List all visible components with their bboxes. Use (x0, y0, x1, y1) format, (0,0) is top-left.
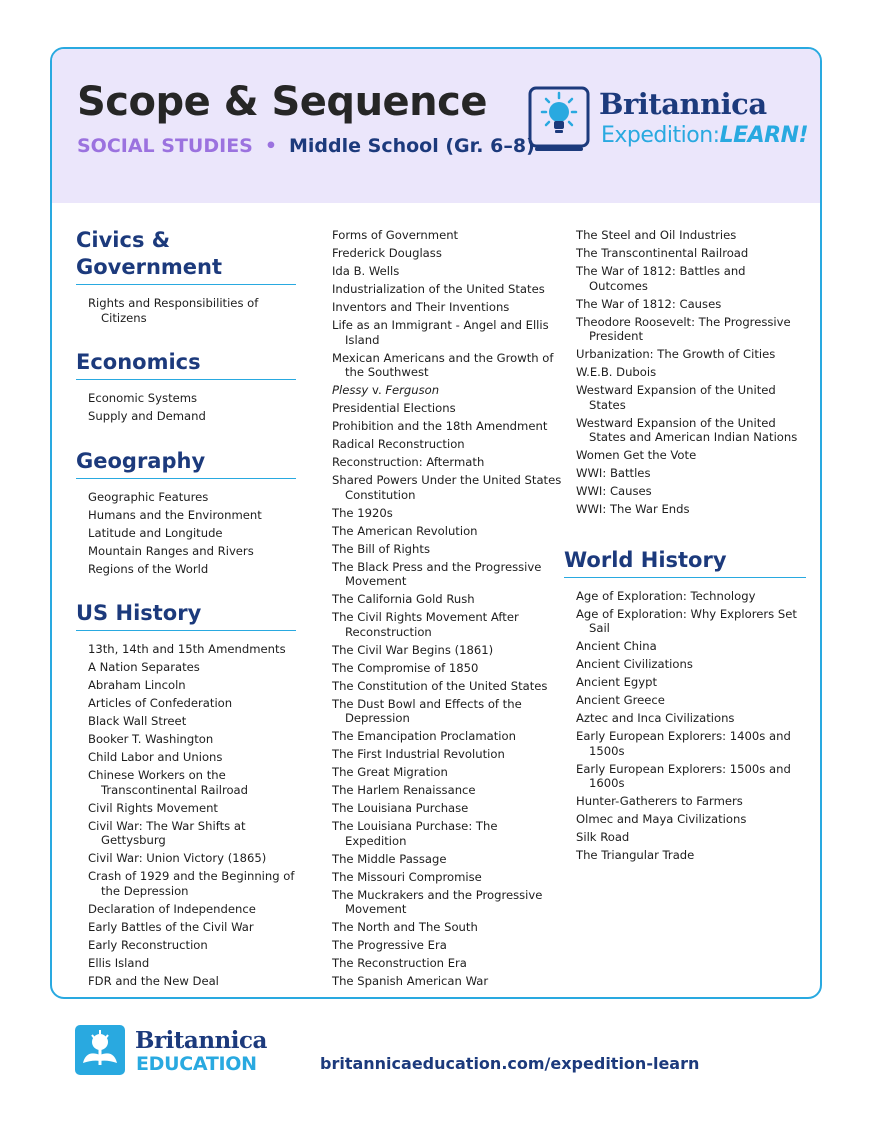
topic-item: Forms of Government (332, 228, 459, 242)
topic-item: The Louisiana Purchase: The Expedition (332, 819, 498, 848)
topic-item: Plessy v. Ferguson (332, 383, 440, 397)
topic-item: WWI: Battles (576, 466, 651, 480)
topic-item: The Great Migration (332, 765, 448, 779)
topic-item: The War of 1812: Causes (576, 296, 722, 311)
topic-item: Presidential Elections (332, 401, 456, 415)
header-banner (52, 49, 820, 203)
topic-item: Civil War: The War Shifts at Gettysburg (88, 818, 246, 847)
topic-list (576, 228, 806, 517)
topic-item: Urbanization: The Growth of Cities (576, 347, 776, 361)
topic-item: Shared Powers Under the United States Constitution (332, 473, 562, 502)
topic-list (332, 228, 562, 989)
topic-item: Ancient Greece (576, 693, 665, 707)
topic-item: The Constitution of the United States (332, 678, 548, 693)
topic-item: Regions of the World (88, 561, 209, 576)
topic-item: Articles of Confederation (88, 696, 233, 710)
topic-item: WWI: Causes (576, 484, 652, 498)
topic-item: Hunter-Gatherers to Farmers (576, 794, 743, 808)
topic-list (76, 642, 296, 988)
column-2 (332, 228, 562, 992)
topic-item: Life as an Immigrant - Angel and Ellis Island (332, 318, 549, 347)
topic-item: The Muckrakers and the Progressive Movement (332, 887, 543, 916)
website-link[interactable]: britannicaeducation.com/expedition-learn (320, 1054, 700, 1073)
expedition-learn-logo (527, 85, 809, 157)
topic-item: The Louisiana Purchase (332, 801, 469, 815)
topic-item: The Spanish American War (332, 974, 489, 988)
topic-item: Reconstruction: Aftermath (332, 455, 485, 469)
topic-item: Booker T. Washington (88, 732, 214, 746)
section-civics (76, 227, 296, 325)
topic-item: Child Labor and Unions (88, 750, 223, 764)
topic-item: The Middle Passage (332, 851, 447, 866)
topic-item: The North and The South (332, 920, 478, 934)
section-geography (76, 448, 296, 577)
topic-item: Chinese Workers on the Transcontinental Railroad (88, 768, 249, 797)
topic-list (76, 490, 296, 577)
topic-item: The First Industrial Revolution (332, 747, 505, 761)
subtitle (77, 135, 535, 157)
topic-item: The Steel and Oil Industries (576, 228, 737, 242)
topic-item: W.E.B. Dubois (576, 365, 657, 379)
topic-item: Theodore Roosevelt: The Progressive President (576, 314, 791, 343)
topic-item: The Triangular Trade (576, 848, 695, 862)
topic-item: The Civil Rights Movement After Reconstruction (332, 610, 519, 639)
topic-item: Mexican Americans and the Growth of the Southwest (332, 350, 554, 379)
topic-item: Black Wall Street (88, 714, 187, 728)
topic-item: Crash of 1929 and the Beginning of the Depression (88, 869, 295, 898)
footer-logo-sub: EDUCATION (136, 1053, 257, 1075)
page-frame (50, 47, 822, 999)
section-title: Economics (76, 349, 296, 380)
brand-name: Britannica (599, 87, 767, 121)
section-us-history-continued (576, 228, 806, 517)
topic-item: Ancient Civilizations (576, 657, 693, 671)
topic-item: Civil War: Union Victory (1865) (88, 851, 267, 865)
britannica-education-logo (75, 1025, 275, 1077)
topic-item: Aztec and Inca Civilizations (576, 711, 735, 725)
column-1 (76, 227, 296, 999)
topic-item: The Dust Bowl and Effects of the Depression (332, 696, 522, 725)
topic-item: The Black Press and the Progressive Movement (332, 559, 542, 588)
separator-dot: • (264, 135, 278, 157)
topic-item: Early European Explorers: 1500s and 1600s (576, 761, 791, 790)
section-title: World History (564, 547, 806, 578)
topic-item: The Bill of Rights (332, 541, 430, 556)
topic-item: The 1920s (332, 505, 393, 520)
topic-item: Ancient Egypt (576, 675, 658, 689)
topic-item: Silk Road (576, 830, 630, 844)
lightbulb-icon (527, 85, 591, 153)
topic-item: The Emancipation Proclamation (332, 729, 516, 743)
topic-item: Radical Reconstruction (332, 437, 465, 451)
topic-item: The War of 1812: Battles and Outcomes (576, 264, 746, 293)
topic-item: Geographic Features (88, 489, 209, 504)
section-title: Civics & Government (76, 227, 296, 285)
grade-level: Middle School (Gr. 6–8) (289, 135, 535, 157)
topic-item: Latitude and Longitude (88, 525, 223, 540)
topic-item: Mountain Ranges and Rivers (88, 543, 254, 558)
topic-item: Civil Rights Movement (88, 800, 218, 815)
topic-item: The California Gold Rush (332, 592, 475, 606)
section-economics (76, 349, 296, 424)
topic-item: 13th, 14th and 15th Amendments (88, 642, 286, 656)
topic-list (76, 391, 296, 424)
topic-item: Ancient China (576, 639, 657, 653)
topic-item: Westward Expansion of the United States (576, 383, 776, 412)
topic-item: The Compromise of 1850 (332, 660, 479, 675)
topic-item: Prohibition and the 18th Amendment (332, 419, 548, 433)
topic-item: Early Battles of the Civil War (88, 919, 254, 934)
section-us-history (76, 600, 296, 988)
topic-item: Women Get the Vote (576, 448, 697, 462)
topic-item: The Missouri Compromise (332, 869, 482, 884)
topic-item: Age of Exploration: Technology (576, 588, 756, 603)
topic-item: Rights and Responsibilities of Citizens (88, 296, 259, 325)
brand-product-suffix: LEARN! (719, 123, 809, 148)
topic-item: Early Reconstruction (88, 937, 208, 952)
page-title: Scope & Sequence (77, 79, 487, 125)
topic-item: The American Revolution (332, 523, 478, 538)
section-title: US History (76, 600, 296, 631)
topic-item: Declaration of Independence (88, 901, 256, 916)
brand-product (601, 123, 808, 148)
topic-item: The Civil War Begins (1861) (332, 642, 494, 657)
topic-item: The Reconstruction Era (332, 956, 467, 970)
topic-item: Olmec and Maya Civilizations (576, 812, 747, 826)
topic-list (564, 589, 806, 863)
section-title: Geography (76, 448, 296, 479)
topic-item: The Transcontinental Railroad (576, 246, 749, 260)
footer-logo-name: Britannica (135, 1027, 267, 1054)
topic-item: FDR and the New Deal (88, 973, 219, 988)
thistle-icon (75, 1025, 125, 1075)
topic-item: Industrialization of the United States (332, 282, 545, 296)
topic-item: Ellis Island (88, 955, 150, 970)
topic-list (76, 296, 296, 325)
topic-item: Inventors and Their Inventions (332, 300, 510, 314)
topic-item: Early European Explorers: 1400s and 1500s (576, 729, 791, 758)
topic-item: The Harlem Renaissance (332, 783, 476, 797)
column-3 (564, 228, 806, 887)
topic-item: Supply and Demand (88, 409, 206, 423)
topic-item: Age of Exploration: Why Explorers Set Sail (576, 606, 797, 635)
topic-item: Economic Systems (88, 391, 198, 405)
topic-item: Westward Expansion of the United States and American Indian Nations (576, 415, 798, 444)
topic-item: Frederick Douglass (332, 246, 442, 260)
topic-item: Humans and the Environment (88, 507, 262, 522)
section-world-history (564, 547, 806, 863)
topic-item: WWI: The War Ends (576, 502, 690, 516)
topic-item: A Nation Separates (88, 660, 200, 674)
topic-item: Abraham Lincoln (88, 678, 186, 692)
topic-item: The Progressive Era (332, 938, 447, 952)
topic-item: Ida B. Wells (332, 264, 400, 278)
brand-product-prefix: Expedition: (601, 123, 720, 148)
subject-label: SOCIAL STUDIES (77, 135, 253, 157)
